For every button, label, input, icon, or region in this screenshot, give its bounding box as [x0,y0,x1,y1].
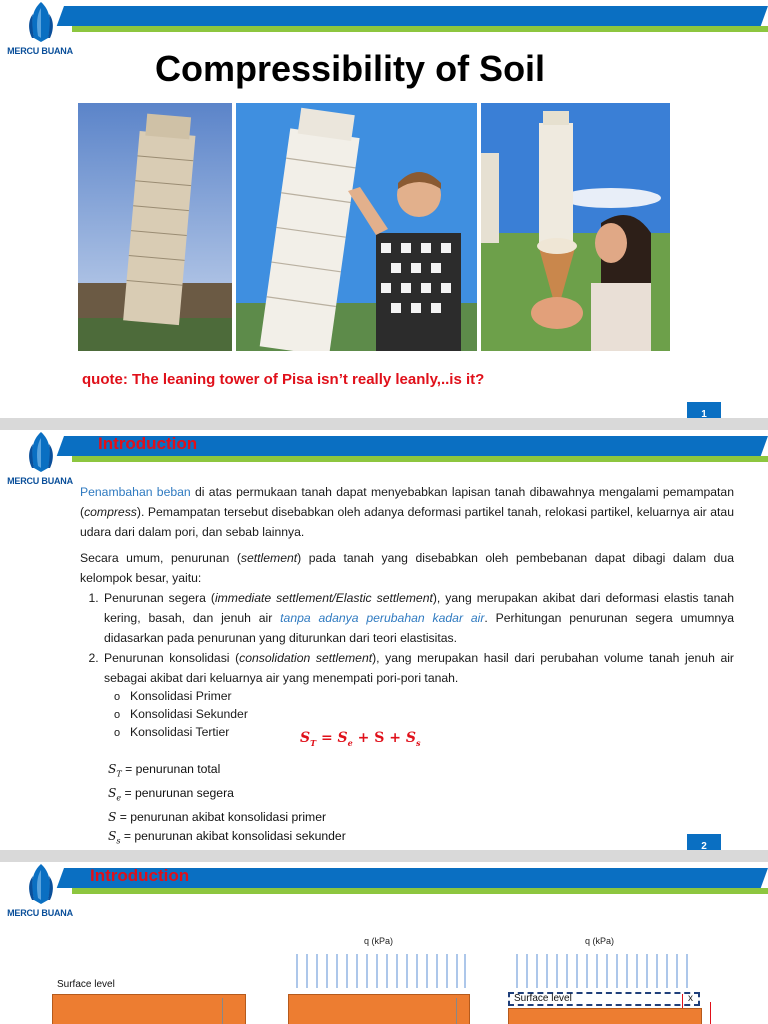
italic-text: consolidation settlement [239,651,373,665]
surface-level-label: Surface level [514,993,572,1004]
settlement-list [80,588,734,742]
text: Penurunan konsolidasi ( [104,651,240,665]
header-bar-green [72,888,768,894]
definition-row: S = penurunan akibat konsolidasi primer [108,809,327,824]
definition-row: $S_T$ = penurunan total [108,762,221,779]
definition-row: $S_s$ = penurunan akibat konsolidasi sekunder [108,829,346,846]
load-arrows-icon [515,954,690,990]
brand-name: MERCU BUANA [7,476,73,486]
introduction-body [80,482,734,742]
load-label: q (kPa) [585,936,615,946]
highlight-text: Penambahan beban [80,485,191,499]
load-label: q (kPa) [364,936,394,946]
surface-level-label: Surface level [57,979,115,990]
header-bar-green [72,456,768,462]
symbol-definitions [108,760,346,850]
slide-separator [0,418,768,430]
section-title: Introduction [98,434,198,453]
slide-separator [0,850,768,862]
highlight-text: tanpa adanya perubahan kadar air [280,611,485,625]
slide-title: Compressibility of Soil [155,48,546,89]
header-bar-blue [57,6,768,26]
soil-layer [52,994,246,1024]
text: = penurunan segera [121,785,234,800]
photo-woman-ice-cream [481,103,670,351]
soil-layer [288,994,470,1024]
reference-line [222,998,223,1024]
text: Penurunan segera ( [104,591,215,605]
settlement-arrow [682,994,683,1008]
list-item [102,588,734,648]
sublist-item: o Konsolidasi Primer [128,688,734,706]
page-number: 2 [701,841,707,850]
settlement-formula: $S_T = S_e + S + S_s$ [300,730,421,748]
photo-leaning-tower [78,103,232,351]
paragraph-2 [80,548,734,588]
sublist-item: o Konsolidasi Tertier [128,724,734,742]
sublist-item: o Konsolidasi Sekunder [128,706,734,724]
definition-row: $S_e$ = penurunan segera [108,785,234,803]
text: ) pada tanah yang disebabkan oleh pembebanan dapat dibagi dalam dua kelompok besar, yaitu: [80,551,734,585]
header-bar-green [72,26,768,32]
text: = penurunan total [121,762,221,776]
paragraph-1 [80,482,734,542]
list-item [102,648,734,742]
brand-name: MERCU BUANA [7,908,73,918]
page-number: 1 [701,409,707,418]
text: = penurunan akibat konsolidasi primer [116,809,327,824]
brand-name: MERCU BUANA [7,46,73,56]
settlement-arrow [710,1002,711,1024]
text: ), yang merupakan hasil dari perubahan volume tanah jenuh air sebagai akibat dari keluarnya air yang menempati pori-pori tanah. [104,651,734,685]
page-number-badge [687,834,721,850]
photo-man-with-tower [236,103,477,351]
text: . Perhitungan penurunan segera umumnya didasarkan pada penurunan yang diturunkan dari teori elastisitas. [104,611,735,645]
quote-text: quote: The leaning tower of Pisa isn’t really leanly,..is it? [82,371,485,388]
text: ). Pemampatan tersebut disebabkan oleh adanya deformasi partikel tanah, relokasi partikel, keluarnya air atau udara dari dalam pori, dan sebab lainnya. [80,505,734,539]
text: di atas permukaan tanah dapat menyebabkan lapisan tanah dibawahnya mengalami pemampatan ( [80,485,734,519]
text: ), yang merupakan akibat dari deformasi elastis tanah kering, basah, dan jenuh air [104,591,734,625]
italic-text: settlement [240,551,298,565]
section-title: Introduction [90,866,190,885]
load-arrows-icon [295,954,467,990]
slide-2 [0,430,768,850]
italic-text: compress [84,505,137,519]
page-number-badge [687,402,721,418]
italic-text: immediate settlement/Elastic settlement [214,591,433,605]
settlement-x-label: x [688,993,693,1004]
text: Secara umum, penurunan ( [80,551,241,565]
reference-line [456,998,457,1024]
slide-1 [0,0,768,418]
soil-layer [508,1008,702,1024]
text: = penurunan akibat konsolidasi sekunder [120,829,346,844]
slide-3 [0,862,768,1024]
